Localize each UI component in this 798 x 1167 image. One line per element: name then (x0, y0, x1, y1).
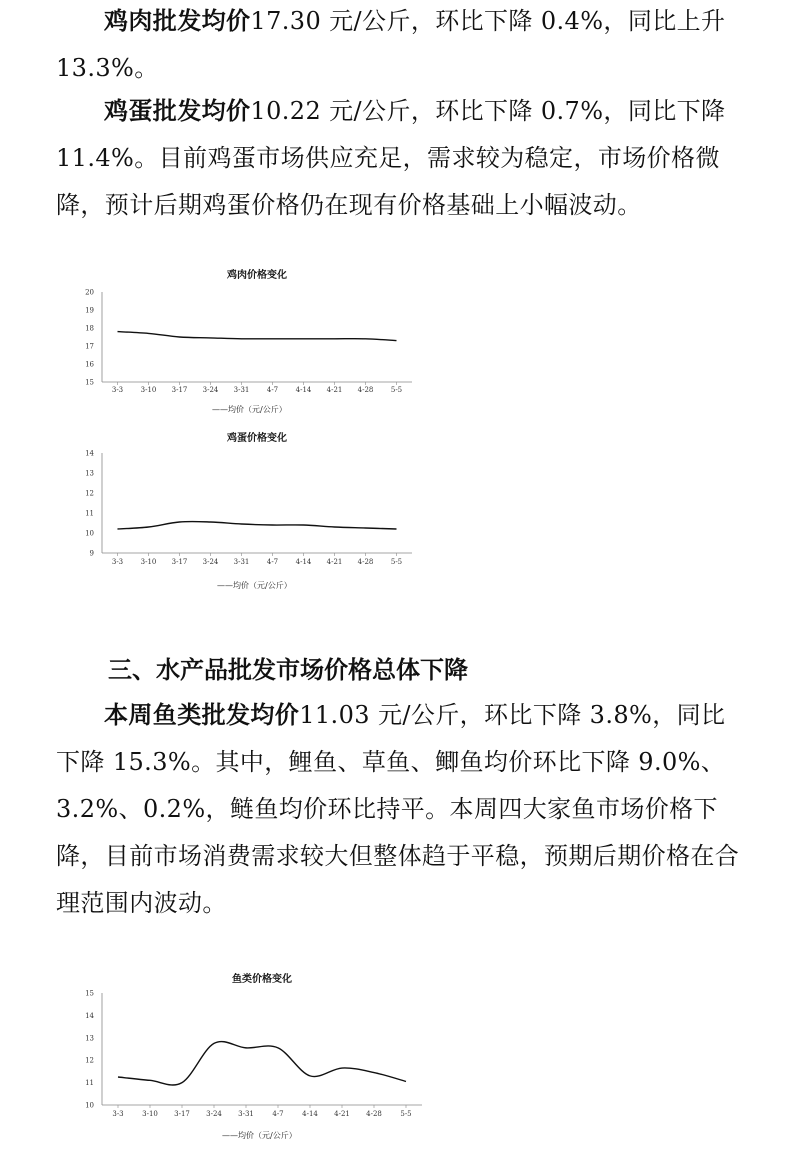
chart-legend: ——均价（元/公斤） (222, 1131, 297, 1140)
y-tick-label: 14 (85, 1011, 94, 1020)
x-tick-label: 3-17 (171, 386, 188, 394)
chart-egg-svg (72, 428, 422, 598)
x-tick-label: 4-21 (326, 386, 343, 394)
y-tick-label: 10 (85, 529, 94, 538)
x-tick-label: 4-7 (266, 386, 279, 394)
x-tick-label: 3-3 (112, 1110, 124, 1118)
y-tick-label: 12 (85, 489, 94, 498)
lead-egg: 鸡蛋批发均价 (104, 97, 251, 125)
chart-chicken (72, 262, 422, 426)
lead-chicken: 鸡肉批发均价 (104, 7, 251, 35)
paragraph-fish (56, 692, 748, 927)
chart-fish-svg (72, 968, 432, 1148)
chart-title: 鱼类价格变化 (232, 974, 292, 985)
text-fish: 11.03 元/公斤，环比下降 3.8%，同比下降 15.3%。其中，鲤鱼、草鱼、鲫鱼均价环比下降 9.0%、3.2%、0.2%，鲢鱼均价环比持平。本周四大家鱼市场价格下降，目前市场消费需求较大但整体趋于平稳，预期后期价格在合理范围内波动。 (56, 701, 740, 917)
y-tick-label: 15 (85, 989, 94, 998)
x-tick-label: 4-14 (295, 558, 312, 566)
x-tick-label: 4-28 (357, 558, 374, 566)
x-tick-label: 4-7 (272, 1110, 284, 1118)
text-chicken: 17.30 元/公斤，环比下降 0.4%，同比上升 13.3%。 (56, 7, 726, 82)
text-egg: 10.22 元/公斤，环比下降 0.7%，同比下降 11.4%。目前鸡蛋市场供应充足，需求较为稳定，市场价格微降，预计后期鸡蛋价格仍在现有价格基础上小幅波动。 (56, 97, 726, 219)
x-tick-label: 4-21 (334, 1110, 350, 1118)
y-tick-label: 14 (85, 449, 94, 458)
chart-fish (72, 968, 432, 1152)
y-tick-label: 11 (85, 1079, 94, 1088)
x-tick-label: 3-31 (233, 386, 250, 394)
x-tick-label: 4-7 (266, 558, 279, 566)
lead-fish: 本周鱼类批发均价 (104, 701, 300, 729)
x-tick-label: 3-24 (206, 1110, 222, 1118)
chart-chicken-svg (72, 262, 422, 422)
x-tick-label: 5-5 (390, 558, 403, 566)
y-tick-label: 20 (85, 288, 94, 297)
y-tick-label: 12 (85, 1056, 94, 1065)
series-line (118, 522, 397, 529)
paragraph-egg (56, 88, 748, 229)
x-tick-label: 4-28 (366, 1110, 382, 1118)
y-tick-label: 11 (85, 509, 94, 518)
chart-legend: ——均价（元/公斤） (212, 405, 287, 414)
y-tick-label: 10 (85, 1101, 94, 1110)
x-tick-label: 3-10 (140, 386, 157, 394)
chart-title: 鸡肉价格变化 (227, 270, 287, 281)
x-tick-label: 4-21 (326, 558, 343, 566)
x-tick-label: 3-31 (233, 558, 250, 566)
x-tick-label: 4-14 (302, 1110, 318, 1118)
y-tick-label: 18 (85, 324, 94, 333)
x-tick-label: 3-31 (238, 1110, 254, 1118)
chart-title: 鸡蛋价格变化 (227, 433, 287, 444)
y-tick-label: 13 (85, 1034, 94, 1043)
x-tick-label: 3-17 (174, 1110, 190, 1118)
y-tick-label: 17 (85, 342, 94, 351)
x-tick-label: 3-17 (171, 558, 188, 566)
y-tick-label: 13 (85, 469, 94, 478)
chart-egg (72, 428, 422, 602)
x-tick-label: 3-3 (111, 558, 124, 566)
x-tick-label: 4-28 (357, 386, 374, 394)
paragraph-chicken (56, 0, 748, 92)
series-line (118, 1042, 406, 1085)
x-tick-label: 5-5 (390, 386, 403, 394)
x-tick-label: 3-3 (111, 386, 124, 394)
x-tick-label: 3-24 (202, 558, 219, 566)
y-tick-label: 15 (85, 378, 94, 387)
series-line (118, 332, 397, 341)
x-tick-label: 3-10 (142, 1110, 158, 1118)
y-tick-label: 19 (85, 306, 94, 315)
chart-legend: ——均价（元/公斤） (217, 581, 292, 590)
x-tick-label: 4-14 (295, 386, 312, 394)
y-tick-label: 9 (89, 549, 94, 558)
x-tick-label: 3-10 (140, 558, 157, 566)
x-tick-label: 5-5 (400, 1110, 412, 1118)
y-tick-label: 16 (85, 360, 94, 369)
x-tick-label: 3-24 (202, 386, 219, 394)
section-heading: 三、水产品批发市场价格总体下降 (108, 656, 468, 684)
